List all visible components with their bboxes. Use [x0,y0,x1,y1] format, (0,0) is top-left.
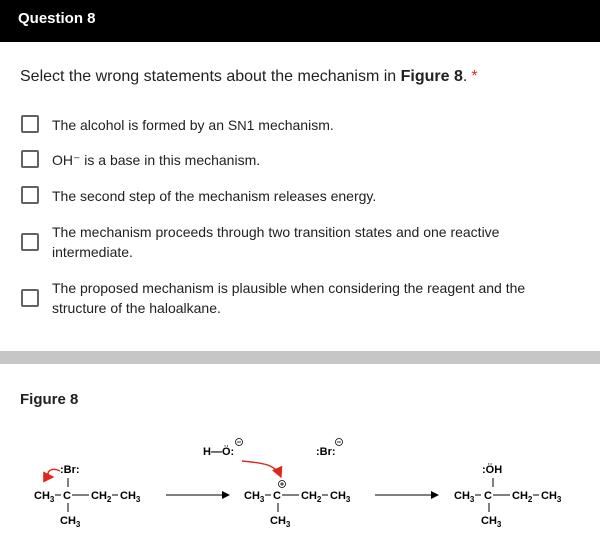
option-1-checkbox[interactable] [21,115,39,133]
carbocation-carbon: C [273,490,281,502]
option-5-label: The proposed mechanism is plausible when considering the reagent and the structure of the haloalkane. [52,280,526,316]
figure-label: Figure 8 [20,391,79,408]
intermediate-group [203,439,351,530]
option-3-checkbox[interactable] [21,186,39,204]
figure-reference: Figure 8 [400,68,463,85]
section-divider [0,351,600,364]
option-4[interactable] [21,222,581,262]
product-ch3-left: $CH_3$ [454,490,475,504]
question-period: . [462,68,468,85]
required-asterisk: * [471,68,478,85]
reactant-ch2: $CH_2$ [91,490,112,504]
carbocation-ch3-right: $CH_3$ [330,490,351,504]
hydroxide-ion: H—Ö: [203,446,235,458]
reactant-bromine: :Br: [60,464,80,476]
option-2[interactable] [21,150,581,170]
question-header [0,0,600,42]
option-5[interactable] [21,278,581,318]
product-molecule [454,463,562,529]
reactant-molecule [34,464,141,529]
product-carbon: C [484,490,492,502]
question-text: Select the wrong statements about the mechanism in [20,68,401,85]
reactant-ch3-right: $CH_3$ [120,490,141,504]
option-2-label: OH⁻ is a base in this mechanism. [52,152,261,168]
product-hydroxyl: :ÖH [482,464,503,476]
option-2-checkbox[interactable] [21,150,39,168]
carbocation-ch2: $CH_2$ [301,490,322,504]
carbocation-ch3-left: $CH_3$ [244,490,265,504]
question-prompt [20,68,478,86]
option-1[interactable] [21,115,581,136]
leaving-group-arrow [48,469,60,477]
option-4-checkbox[interactable] [21,233,39,251]
product-ch3-bottom: $CH_3$ [481,515,502,529]
option-4-label: The mechanism proceeds through two transition states and one reactive intermediate. [52,224,500,260]
reactant-ch3-bottom: $CH_3$ [60,515,81,529]
reactant-carbon: C [63,490,71,502]
product-ch2: $CH_2$ [512,490,533,504]
option-5-checkbox[interactable] [21,289,39,307]
option-3[interactable] [21,186,581,206]
bromide-ion: :Br: [316,446,336,458]
mechanism-figure [0,425,600,553]
question-title: Question 8 [18,10,96,27]
product-ch3-right: $CH_3$ [541,490,562,504]
option-1-label: The alcohol is formed by an SN1 mechanism. [52,117,334,133]
carbocation-ch3-bottom: $CH_3$ [270,515,291,529]
reactant-ch3-left: $CH_3$ [34,490,55,504]
mechanism-diagram [0,425,600,553]
nucleophile-attack-arrow [242,461,281,477]
option-3-label: The second step of the mechanism releases energy. [52,188,377,204]
